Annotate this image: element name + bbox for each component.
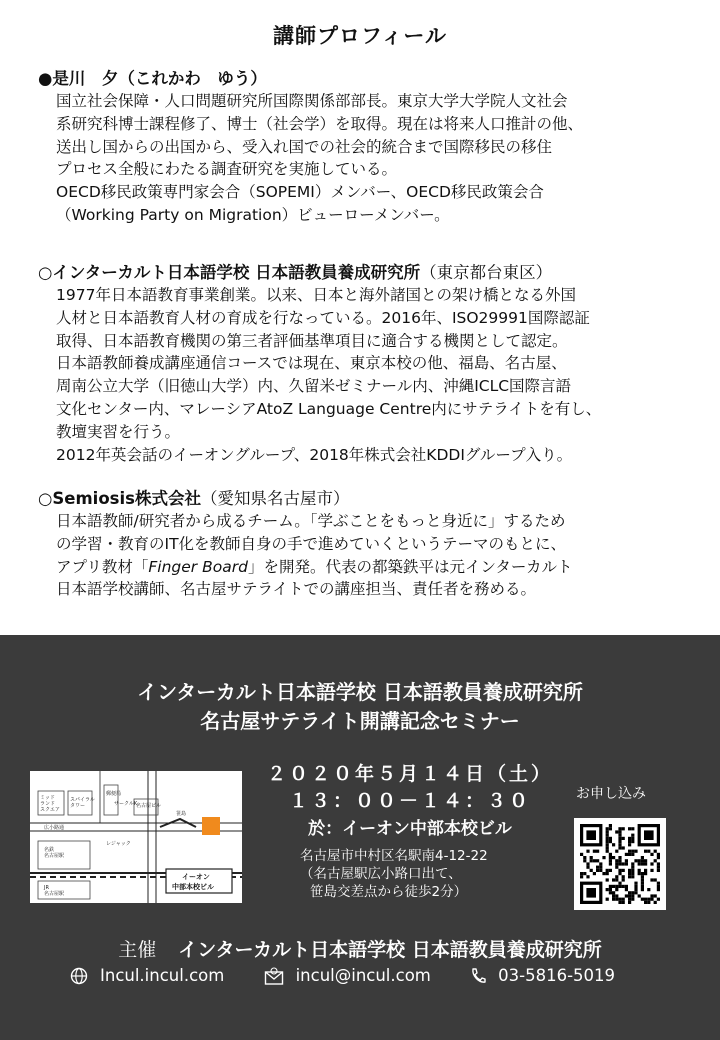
profile-location: （東京都台東区） — [420, 263, 553, 282]
event-title-line: インターカルト日本語学校 日本語教員養成研究所 — [137, 680, 583, 704]
svg-text:レジャック: レジャック — [106, 841, 131, 847]
bullet-mark: ○ — [38, 489, 53, 508]
event-title — [0, 678, 720, 736]
globe-icon — [70, 967, 88, 985]
profile-heading — [38, 262, 698, 284]
profile-line: 教壇実習を行う。 — [56, 422, 181, 441]
profile-name: インターカルト日本語学校 日本語教員養成研究所 — [52, 263, 421, 282]
contact-phone[interactable] — [470, 964, 615, 988]
svg-text:スクエア: スクエア — [40, 807, 60, 813]
profile-body — [56, 90, 698, 227]
contact-bar — [70, 964, 649, 992]
profile-line: 国立社会保障・人口問題研究所国際関係部部長。東京大学大学院人文社会 — [56, 92, 568, 110]
access-line: （名古屋駅広小路口出て、 — [300, 866, 462, 882]
profile-line: 系研究科博士課程修了、博士（社会学）を取得。現在は将来人口推計の他、 — [56, 114, 584, 133]
host-name: インターカルト日本語学校 日本語教員養成研究所 — [178, 939, 602, 961]
svg-text:JR: JR — [44, 885, 49, 891]
event-footer — [0, 635, 720, 1040]
map-drawing — [30, 771, 242, 903]
access-map — [30, 771, 242, 903]
apply-label: お申し込み — [576, 786, 646, 802]
profile-line: 日本語教師養成講座通信コースでは現在、東京本校の他、福島、名古屋、 — [56, 354, 567, 373]
profile-line: 周南公立大学（旧徳山大学）内、久留米ゼミナール内、沖縄ICLC国際言語 — [56, 377, 572, 396]
page-title: 講師プロフィール — [273, 24, 447, 48]
profile-korekawa — [38, 68, 698, 227]
profile-line: 文化センター内、マレーシアAtoZ Language Centre内にサテライトを有し、 — [56, 399, 602, 418]
profile-location: （愛知県名古屋市） — [200, 489, 350, 508]
svg-text:スパイラル: スパイラル — [70, 797, 95, 803]
aeon-building-marker — [202, 817, 220, 835]
event-address — [300, 847, 488, 901]
svg-text:ランド: ランド — [40, 801, 56, 807]
profile-body — [56, 284, 698, 466]
access-line: 笹島交差点から徒歩2分） — [310, 884, 468, 900]
profile-line: の学習・教育のIT化を教師自身の手で進めていくというテーマのもとに、 — [56, 534, 567, 553]
profile-heading — [38, 488, 698, 510]
host-label: 主催 — [118, 939, 157, 961]
svg-text:郵便局: 郵便局 — [106, 791, 122, 797]
profile-line: 日本語学校講師、名古屋サテライトでの講座担当、責任者を務める。 — [56, 580, 537, 599]
event-title-line: 名古屋サテライト開講記念セミナー — [200, 709, 520, 733]
profile-line: 取得、日本語教育機関の第三者評価基準項目に適合する機関として認定。 — [56, 331, 568, 350]
qr-code[interactable] — [574, 818, 666, 910]
event-time: １３：００－１４：３０ — [288, 790, 531, 812]
event-schedule — [260, 761, 560, 843]
contact-phone-text: 03-5816-5019 — [498, 966, 616, 985]
event-venue: 於：イーオン中部本校ビル — [308, 819, 512, 839]
profile-heading — [38, 68, 698, 90]
profile-body — [56, 510, 698, 601]
profile-name: 是川 夕（これかわ ゆう） — [52, 69, 267, 88]
event-date: ２０２０年５月１４日（土） — [266, 763, 553, 785]
profile-line: （Working Party on Migration）ビューローメンバー。 — [56, 205, 450, 224]
svg-text:ミッド: ミッド — [40, 795, 55, 801]
profile-name: Semiosis株式会社 — [52, 489, 201, 508]
profile-line: アプリ教材「Finger Board」を開発。代表の都築鉄平は元インターカルト — [56, 557, 573, 576]
svg-text:イーオン: イーオン — [182, 873, 210, 881]
svg-text:広小路通: 広小路通 — [44, 825, 65, 831]
mail-icon — [264, 967, 284, 985]
phone-icon — [470, 967, 486, 985]
bullet-mark: ○ — [38, 263, 53, 282]
profile-line: 人材と日本語教育人材の育成を行なっている。2016年、ISO29991国際認証 — [56, 308, 590, 327]
svg-text:サークルK: サークルK — [114, 801, 138, 807]
profile-line: 2012年英会話のイーオングループ、2018年株式会社KDDIグループ入り。 — [56, 445, 573, 464]
profile-line: 1977年日本語教育事業創業。以来、日本と海外諸国との架け橋となる外国 — [56, 286, 576, 304]
profile-line: 日本語教師/研究者から成るチーム。「学ぶことをもっと身近に」するため — [56, 512, 566, 530]
contact-web-text: Incul.incul.com — [100, 966, 225, 985]
profile-line: OECD移民政策専門家会合（SOPEMI）メンバー、OECD移民政策会合 — [56, 183, 544, 202]
svg-text:名古屋駅: 名古屋駅 — [44, 853, 65, 859]
contact-email[interactable] — [264, 964, 431, 988]
host-line — [0, 937, 720, 963]
svg-text:タワー: タワー — [70, 803, 86, 809]
contact-email-text: incul@incul.com — [295, 966, 431, 985]
bullet-mark: ● — [38, 69, 53, 88]
svg-text:名古屋ビル: 名古屋ビル — [136, 803, 162, 809]
svg-text:中部本校ビル: 中部本校ビル — [172, 883, 214, 891]
address-line: 名古屋市中村区名駅南4-12-22 — [300, 848, 488, 864]
svg-text:名鉄: 名鉄 — [44, 847, 55, 853]
profile-intercult — [38, 262, 698, 466]
svg-text:名古屋駅: 名古屋駅 — [44, 891, 65, 897]
contact-web[interactable] — [70, 964, 224, 988]
profile-line: 送出し国からの出国から、受入れ国での社会的統合まで国際移民の移住 — [56, 137, 553, 156]
qr-code-icon — [574, 818, 666, 910]
profile-semiosis — [38, 488, 698, 601]
profile-line: プロセス全般にわたる調査研究を実施している。 — [56, 160, 398, 179]
svg-text:笹島: 笹島 — [176, 811, 187, 817]
